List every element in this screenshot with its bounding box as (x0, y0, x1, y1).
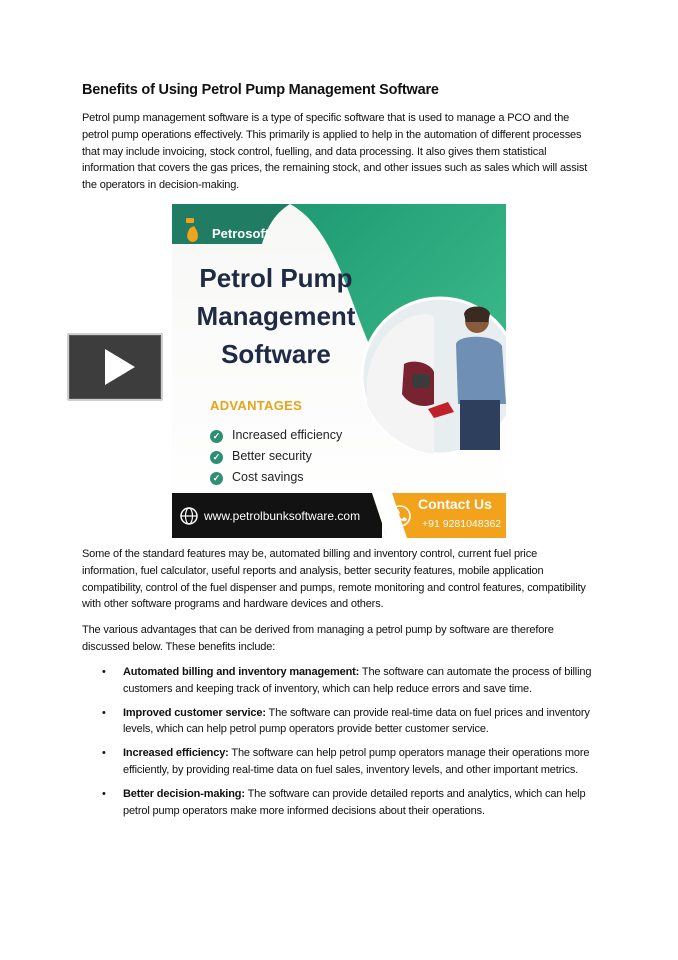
bullet-icon: • (102, 787, 106, 800)
advantage-label: Cost savings (232, 470, 304, 484)
banner-title-line-2: Management (196, 301, 356, 331)
bullet-icon: • (102, 666, 106, 678)
benefit-term: Improved customer service: (123, 706, 266, 719)
benefit-text: The software can help petrol pump operators manage their operations more efficiently, by providing real-time data on fuel sales, inventory levels, and other important metrics. (123, 747, 590, 776)
benefit-term: Increased efficiency: (123, 747, 229, 760)
brand-logo-text: Petrosoft (212, 226, 270, 241)
benefit-term: Automated billing and inventory management: (123, 666, 360, 678)
list-item (100, 786, 600, 820)
bullet-icon: • (102, 747, 106, 760)
benefit-text: The software can automate the process of billing customers and keeping track of inventory, which can help reduce errors and save time. (123, 666, 592, 695)
video-play-button[interactable] (67, 333, 163, 401)
check-icon: ✓ (210, 430, 223, 443)
benefits-list (100, 664, 600, 819)
list-item (100, 705, 600, 739)
advantage-label: Increased efficiency (232, 428, 343, 442)
website-url: www.petrolbunksoftware.com (204, 509, 361, 523)
benefit-term: Better decision-making: (123, 787, 245, 800)
benefit-text: The software can provide real-time data on fuel prices and inventory levels, which can help petrol pump operators provide better customer service. (123, 706, 590, 736)
benefit-text: The software can provide detailed reports and analytics, which can help petrol pump operators make more informed decisions about their operations. (123, 787, 586, 817)
advantage-item (210, 470, 304, 485)
promo-banner-image (172, 204, 506, 538)
play-icon (69, 335, 161, 399)
advantage-label: Better security (232, 449, 312, 463)
intro-paragraph: Petrol pump management software is a type of specific software that is used to manage a PCO and the petrol pump operations effectively. This primarily is applied to help in the automation of different processes that may include invoicing, stock control, fuelling, and data processing. It also gives them statistical information that covers the gas prices, the remaining stock, and other issues such as sales which will assist the operators in decision-making. (82, 112, 588, 192)
advantages-heading: ADVANTAGES (210, 398, 303, 413)
page-title: Benefits of Using Petrol Pump Management Software (82, 82, 439, 98)
check-icon: ✓ (210, 451, 223, 464)
contact-us-label: Contact Us (418, 496, 492, 512)
list-item (100, 664, 600, 698)
list-item (100, 745, 600, 779)
check-icon: ✓ (210, 472, 223, 485)
advantage-item (210, 449, 312, 464)
phone-number: +91 9281048362 (422, 518, 502, 530)
advantages-intro-paragraph: The various advantages that can be derived from managing a petrol pump by software are therefore discussed below. These benefits include: (82, 624, 554, 653)
banner-title-line-3: Software (221, 339, 331, 369)
advantage-item (210, 428, 342, 443)
features-paragraph: Some of the standard features may be, automated billing and inventory control, current fuel price information, fuel calculator, useful reports and analysis, better security features, mobile application compatibility, control of the fuel dispenser and pumps, remote monitoring and control features, compatibility with other software programs and hardware devices and others. (82, 548, 586, 611)
banner-title-line-1: Petrol Pump (199, 263, 353, 293)
bullet-icon: • (102, 706, 106, 719)
